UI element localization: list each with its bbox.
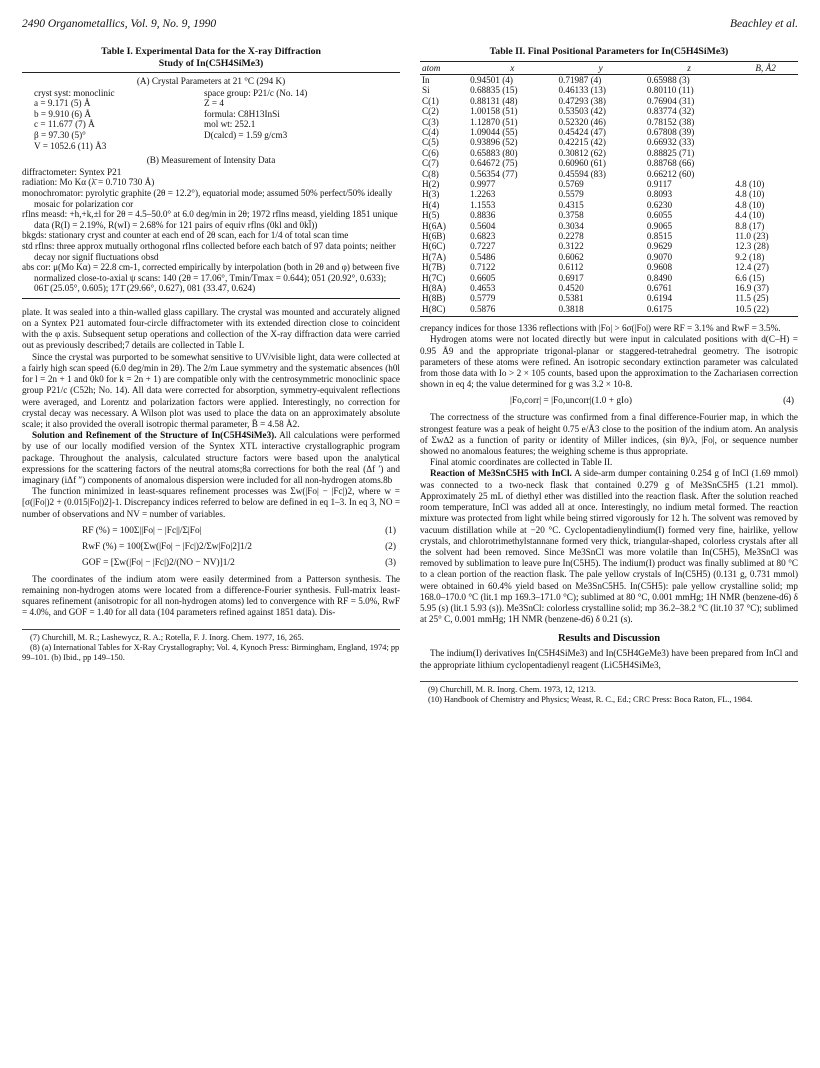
table-cell: 0.7122 bbox=[470, 262, 496, 273]
measurement-item: monochromator: pyrolytic graphite (2θ = 12.2°), equatorial mode; assumed 50% perfect/50% ideally mosaic for polarization cor bbox=[22, 187, 393, 209]
table-cell: 0.8836 bbox=[470, 210, 496, 221]
table-cell: 0.6062 bbox=[558, 251, 584, 262]
table-row bbox=[420, 158, 798, 168]
table1-caption: Table I. Experimental Data for the X-ray Diffraction Study of In(C5H4SiMe3) bbox=[101, 46, 321, 69]
table-cell: 0.6230 bbox=[646, 199, 673, 210]
table-cell: 1.1553 bbox=[470, 199, 496, 210]
table-row bbox=[420, 148, 798, 158]
table-cell: 0.88768 (66) bbox=[646, 158, 695, 169]
running-header bbox=[22, 18, 798, 38]
table-cell: C(4) bbox=[422, 126, 439, 137]
table-row bbox=[420, 210, 798, 220]
crystal-parameter: mol wt: 252.1 bbox=[204, 119, 256, 130]
section-heading: Solution and Refinement of the Structure of In(C5H4SiMe3). bbox=[32, 430, 277, 441]
table-cell: 0.30812 (62) bbox=[558, 147, 606, 158]
table-cell: 0.2278 bbox=[558, 231, 584, 241]
crystal-parameters bbox=[22, 88, 400, 152]
table-cell: 12.3 (28) bbox=[735, 241, 769, 252]
table-cell: 0.4315 bbox=[558, 199, 584, 210]
table-row bbox=[420, 106, 798, 116]
table-cell: 0.93896 (52) bbox=[470, 137, 518, 148]
table-cell: 0.3034 bbox=[558, 220, 584, 231]
table-cell: 0.3818 bbox=[556, 304, 644, 317]
table-cell: H(7B) bbox=[422, 262, 446, 273]
paragraph: The function minimized in least-squares refinement processes was Σw(|Fo| − |Fc|)2, where w = [σ(|Fo|)2 + (0.015|Fo|)2]-1. Discrepancy indices referred to below are defined in eq 1–3. In eq 3, NO = number of observations and NV = number of variables. bbox=[22, 486, 400, 519]
table-cell: 0.5486 bbox=[470, 251, 496, 262]
table-cell: 0.9608 bbox=[646, 262, 673, 273]
table-row bbox=[420, 189, 798, 199]
table-cell: 0.94501 (4) bbox=[470, 74, 513, 85]
table-cell: 0.65883 (80) bbox=[470, 147, 518, 158]
table-cell: 1.09044 (55) bbox=[470, 126, 518, 137]
table-row bbox=[420, 283, 798, 293]
table-cell: C(7) bbox=[422, 158, 439, 169]
table-cell: 0.46133 (13) bbox=[558, 85, 606, 96]
table-row bbox=[420, 200, 798, 210]
table-cell: 0.60960 (61) bbox=[558, 158, 606, 169]
table-cell: 0.8515 bbox=[646, 231, 673, 241]
table-cell: 0.80110 (11) bbox=[646, 85, 694, 96]
column-header: atom bbox=[420, 61, 468, 74]
table-cell bbox=[733, 74, 798, 85]
table-cell: 0.6194 bbox=[646, 293, 673, 304]
table-row bbox=[420, 293, 798, 303]
left-column bbox=[22, 44, 400, 705]
table-cell: 0.83774 (32) bbox=[646, 106, 695, 117]
paragraph: The correctness of the structure was confirmed from a final difference-Fourier map, in which the strongest feature was a peak of height 0.75 e/Å3 close to the position of the indium atom. An analysis of Σw∆2 as a function of parity or identity of Miller indices, (sin θ)/λ, |Fo|, or sequence number showed no anomalous features; the weighing scheme is thus appropriate. bbox=[420, 412, 798, 457]
table-cell bbox=[733, 85, 798, 95]
table-cell: 8.8 (17) bbox=[735, 220, 765, 231]
table-cell: 4.8 (10) bbox=[735, 189, 765, 200]
section-heading: Reaction of Me3SnC5H5 with InCl. bbox=[430, 468, 572, 479]
table-cell: 0.5876 bbox=[468, 304, 556, 317]
footnotes-left: (7) Churchill, M. R.; Lashewycz, R. A.; Rotella, F. J. Inorg. Chem. 1977, 16, 265. (8) (a) International Tables for X-Ray Crystallography; Vol. 4, Kynoch Press: Birmingham, England, 1974; pp 99–101. (b) Ibid., pp 149–150. bbox=[22, 629, 400, 663]
paragraph: Since the crystal was purported to be somewhat sensitive to UV/visible light, data were collected at a fairly high scan speed (6.0 deg/min in 2θ). The 2/m Laue symmetry and the systematic absences (h0l for l = 2n + 1 and 0k0 for k = 2n + 1) are compatible only with the centrosymmetric monoclinic space group P21/c (C52h; No. 14). All data were corrected for absorption, symmetry-equivalent reflections were averaged, and Lorentz and polarization factors were applied. Interestingly, no correction for crystal decay was necessary. A Wilson plot was used to place the data on an approximately absolute scale; it also provided the overall isotropic thermal parameter, B̄ = 4.58 Å2. bbox=[22, 351, 400, 429]
table-cell bbox=[733, 96, 798, 106]
table-row bbox=[420, 221, 798, 231]
table-cell: 10.5 (22) bbox=[733, 304, 798, 317]
measurement-item: abs cor: μ(Mo Kα) = 22.8 cm-1, corrected empirically by interpolation (both in 2θ and φ) between five normalized close-to-axial ψ scans: 140 (2θ = 17.06°, Tmin/Tmax = 0.644); 051 (20.92°, 0.633); 061̄ (25.05°, 0.605); 171̄ (29.66°, 0.627), 081 (33.47, 0.624) bbox=[22, 262, 400, 294]
table-row bbox=[420, 85, 798, 95]
crystal-parameter: space group: P21/c (No. 14) bbox=[204, 87, 308, 98]
paragraph: crepancy indices for those 1336 reflections with |Fo| > 6σ(|Fo|) were RF = 3.1% and RwF = 3.5%. bbox=[420, 323, 781, 334]
table-cell: 0.5579 bbox=[558, 189, 584, 200]
table-cell: 0.45594 (83) bbox=[558, 168, 606, 179]
measurement-item: std rflns: three approx mutually orthogonal rflns collected before each batch of 97 data points; neither decay nor signif fluctuations obsd bbox=[22, 240, 396, 262]
table-row bbox=[420, 273, 798, 283]
table-cell: 0.3758 bbox=[558, 210, 584, 221]
table-cell bbox=[733, 158, 798, 168]
table-cell: 0.9065 bbox=[646, 220, 673, 231]
table-cell: 0.6761 bbox=[646, 283, 673, 294]
table-cell: C(3) bbox=[422, 116, 439, 127]
table-cell: 0.67808 (39) bbox=[646, 126, 695, 137]
table-cell bbox=[733, 148, 798, 158]
table1-section-b: (B) Measurement of Intensity Data bbox=[146, 155, 276, 166]
table-cell: 12.4 (27) bbox=[735, 262, 769, 273]
table-cell: 0.6917 bbox=[558, 272, 584, 283]
equation-3: GOF = [Σw(|Fo| − |Fc|)2/(NO − NV)]1/2 (3) bbox=[82, 557, 396, 568]
table-cell: 0.53503 (42) bbox=[558, 106, 606, 117]
table-cell: 4.8 (10) bbox=[735, 178, 765, 189]
table-cell: 0.66212 (60) bbox=[646, 168, 695, 179]
table-cell: 6.6 (15) bbox=[735, 272, 765, 283]
table-cell: 0.8093 bbox=[646, 189, 673, 200]
table-cell: H(6C) bbox=[422, 241, 446, 252]
table2-caption: Table II. Final Positional Parameters for In(C5H4SiMe3) bbox=[489, 46, 729, 57]
solution-paragraph: Solution and Refinement of the Structure of In(C5H4SiMe3). All calculations were performed by use of our locally modified version of the Syntex XTL interactive crystallographic program package. Throughout the analysis, calculated structure factors were based upon the analytical expressions for the scattering factors of the neutral atoms;8a corrections for both the real (Δf ′) and imaginary (iΔf ″) components of anomalous dispersion were included for all non-hydrogen atoms.8b bbox=[22, 430, 400, 485]
table-cell: 0.5604 bbox=[470, 220, 496, 231]
table-cell: In bbox=[422, 74, 430, 85]
crystal-parameter: a = 9.171 (5) Å bbox=[34, 98, 91, 109]
table-cell: 0.7227 bbox=[470, 241, 496, 252]
paragraph: plate. It was sealed into a thin-walled glass capillary. The crystal was mounted and accurately aligned on a Syntex P21 automated four-circle diffractometer with its extended direction close to coincident with the φ axis. Subsequent setup operations and collection of the X-ray diffraction data were carried out as previously described;7 details are collected in Table I. bbox=[22, 306, 400, 351]
table-row bbox=[420, 231, 798, 241]
measurement-item: bkgds: stationary cryst and counter at each end of 2θ scan, each for 1/4 of total scan time bbox=[22, 230, 349, 241]
table-cell: H(2) bbox=[422, 178, 440, 189]
page-journal-line: 2490 Organometallics, Vol. 9, No. 9, 1990 bbox=[22, 18, 217, 30]
table-cell: 0.5779 bbox=[470, 293, 496, 304]
table-cell: 0.3122 bbox=[558, 241, 584, 252]
results-paragraph: The indium(I) derivatives In(C5H4SiMe3) and In(C5H4GeMe3) have been prepared from InCl and the appropriate lithium cyclopentadienyl reagent (LiC5H4SiMe3, bbox=[420, 648, 798, 670]
table-cell bbox=[733, 169, 798, 179]
table-cell: 0.71987 (4) bbox=[558, 74, 602, 85]
table1 bbox=[22, 72, 400, 299]
measurement-item: diffractometer: Syntex P21 bbox=[22, 166, 122, 177]
column-header: y bbox=[556, 61, 644, 74]
crystal-parameter: Z = 4 bbox=[204, 98, 224, 109]
table-cell: 0.78152 (38) bbox=[646, 116, 695, 127]
table-cell: H(7C) bbox=[422, 272, 446, 283]
paragraph: Hydrogen atoms were not located directly but were input in calculated positions with d(C–H) = 0.95 Å9 and the appropriate trigonal-planar or staggered-tetrahedral geometry. The isotropic parameters of these atoms were refined. An isotropic secondary extinction parameter was calculated from those data with Io > 2 × 105 counts, based upon the approximation to the Zachariasen correction shown in eq 4; the value determined for g was 3.2 × 10-8. bbox=[420, 334, 798, 390]
table-cell: 0.88131 (48) bbox=[470, 95, 518, 106]
column-header: B, Å2 bbox=[733, 61, 798, 74]
paragraph: Final atomic coordinates are collected in Table II. bbox=[430, 457, 613, 468]
table-cell: H(6B) bbox=[422, 231, 446, 241]
table2 bbox=[420, 61, 798, 318]
table-cell: 0.56354 (77) bbox=[470, 168, 518, 179]
table-cell: 4.8 (10) bbox=[735, 199, 765, 210]
table-cell bbox=[733, 117, 798, 127]
crystal-parameter: cryst syst: monoclinic bbox=[34, 87, 115, 98]
reaction-paragraph: Reaction of Me3SnC5H5 with InCl. A side-arm dumper containing 0.254 g of InCl (1.69 mmol) was connected to a two-neck flask that contained 0.279 g of Me3SnC5H5 (1.21 mmol). Approximately 25 mL of diethyl ether was distilled into the reaction flask. After the solution reached room temperature, InCl was added all at once. Interestingly, no indium metal formed. The reaction mixture was protected from light while being stirred vigorously for 12 h. The solvent was removed by vacuum distillation while at −20 °C. Cyclopentadienylindium(I) formed very fine, hairlike, yellow crystals, and chlorotrimethylstannane formed very thick, triangular-shaped, colorless crystals after all the solvent had been removed. Since Me3SnCl was more volatile than In(C5H5), Me3SnCl was removed by sublimation to leave pure In(C5H5). The indium(I) product was finally sublimed at 80 °C to a clean portion of the reaction flask. The pale yellow crystals of In(C5H5) (0.131 g, 0.731 mmol) were obtained in 60.4% yield based on Me3SnC5H5. In(C5H5): pale yellow crystalline solid; mp 168.0–170.0 °C (lit.1 mp 169.3–171.0 °C); sublimed at 80 °C, 0.001 mmHg; 1H NMR (benzene-d6) δ 5.95 (s) (lit.1 5.93 (s)). Me3SnCl: colorless crystalline solid; mp 36.2–38.2 °C (lit.10 37 °C); sublimed at 25° C, 0.001 mmHg; 1H NMR (benzene-d6) δ 0.21 (s). bbox=[420, 468, 798, 625]
table-cell: 0.66932 (33) bbox=[646, 137, 695, 148]
table-cell: 1.00158 (51) bbox=[470, 106, 518, 117]
equation-2: RwF (%) = 100[Σw(|Fo| − |Fc|)2/Σw|Fo|2]1/2 (2) bbox=[82, 541, 396, 552]
table-cell: 0.76904 (31) bbox=[646, 95, 695, 106]
table-cell: 16.9 (37) bbox=[735, 283, 769, 294]
table-cell: Si bbox=[422, 85, 430, 96]
authors-line: Beachley et al. bbox=[729, 18, 798, 30]
table-cell bbox=[733, 127, 798, 137]
table-cell: 0.88825 (71) bbox=[646, 147, 695, 158]
table-cell bbox=[733, 137, 798, 147]
measurement-list bbox=[22, 167, 400, 294]
table-cell: H(3) bbox=[422, 189, 440, 200]
table-cell: 0.6055 bbox=[646, 210, 673, 221]
right-column bbox=[420, 44, 798, 705]
crystal-parameter: β = 97.30 (5)° bbox=[34, 129, 86, 140]
footnotes-right: (9) Churchill, M. R. Inorg. Chem. 1973, 12, 1213. (10) Handbook of Chemistry and Physics; Weast, R. C., Ed.; CRC Press: Boca Raton, FL., 1984. bbox=[420, 681, 798, 705]
table-cell: 0.65988 (3) bbox=[646, 74, 690, 85]
crystal-parameter: c = 11.677 (7) Å bbox=[34, 119, 95, 130]
table-cell: 0.6823 bbox=[470, 231, 496, 241]
table-cell: 4.4 (10) bbox=[735, 210, 765, 221]
table-cell: C(1) bbox=[422, 95, 439, 106]
table-row bbox=[420, 262, 798, 272]
table-row bbox=[420, 241, 798, 251]
table-cell: 0.64672 (75) bbox=[470, 158, 518, 169]
table-cell: 0.6605 bbox=[470, 272, 496, 283]
table-cell: 0.5381 bbox=[558, 293, 584, 304]
table-cell: 0.8490 bbox=[646, 272, 673, 283]
crystal-parameter: D(calcd) = 1.59 g/cm3 bbox=[204, 129, 288, 140]
table-cell: H(8B) bbox=[422, 293, 446, 304]
table-cell: 0.42215 (42) bbox=[558, 137, 606, 148]
crystal-parameter: b = 9.910 (6) Å bbox=[34, 108, 91, 119]
crystal-parameter: formula: C8H13InSi bbox=[204, 108, 280, 119]
table-cell: 11.5 (25) bbox=[735, 293, 769, 304]
table-row bbox=[420, 117, 798, 127]
table-cell: H(6A) bbox=[422, 220, 446, 231]
table-row bbox=[420, 252, 798, 262]
table-cell: H(5) bbox=[422, 210, 440, 221]
table-cell: 0.9117 bbox=[646, 178, 672, 189]
table-cell: C(8) bbox=[422, 168, 439, 179]
paragraph: The coordinates of the indium atom were easily determined from a Patterson synthesis. The remaining non-hydrogen atoms were located from a difference-Fourier synthesis. Full-matrix least-squares refinement (anisotropic for all non-hydrogen atoms) led to convergence with RF = 5.0%, RwF = 4.0%, and GOF = 1.40 for all data (104 parameters refined against 1851 data). Dis- bbox=[22, 573, 400, 618]
table-cell: 0.6175 bbox=[645, 304, 733, 317]
table-cell: 0.47293 (38) bbox=[558, 95, 606, 106]
table-cell: C(5) bbox=[422, 137, 439, 148]
table-cell: 0.4520 bbox=[558, 283, 584, 294]
table-cell: H(8A) bbox=[422, 283, 446, 294]
table-cell: 0.45424 (47) bbox=[558, 126, 606, 137]
table-row bbox=[420, 179, 798, 189]
table-row bbox=[420, 96, 798, 106]
table-cell: 0.5769 bbox=[558, 178, 584, 189]
table-cell: 0.68835 (15) bbox=[470, 85, 518, 96]
crystal-parameter: V = 1052.6 (11) Å3 bbox=[34, 140, 107, 151]
table-cell: H(8C) bbox=[420, 304, 468, 317]
equation-4: |Fo,corr| = |Fo,uncorr|(1.0 + gIo) (4) bbox=[510, 396, 794, 407]
table-cell bbox=[733, 106, 798, 116]
table-cell: 9.2 (18) bbox=[735, 251, 765, 262]
table-cell: 0.6112 bbox=[558, 262, 584, 273]
table-cell: 0.4653 bbox=[470, 283, 496, 294]
table-row bbox=[420, 127, 798, 137]
equation-1: RF (%) = 100Σ||Fo| − |Fc||/Σ|Fo| (1) bbox=[82, 525, 396, 536]
table1-section-a: (A) Crystal Parameters at 21 °C (294 K) bbox=[136, 76, 286, 86]
table-row bbox=[420, 74, 798, 85]
crystal-parameter bbox=[204, 141, 404, 152]
table-cell: 0.9629 bbox=[646, 241, 673, 252]
table-cell: H(4) bbox=[422, 199, 440, 210]
table-cell: 0.52320 (46) bbox=[558, 116, 606, 127]
table-cell: 11.0 (23) bbox=[735, 231, 769, 241]
measurement-item: rflns measd: +h,+k,±l for 2θ = 4.5–50.0° at 6.0 deg/min in 2θ; 1972 rflns measd, yielding 1851 unique data (R(I) = 2.19%, R(wI) = 2.68% for 121 pairs of equiv rflns (0kl and 0kl̄)) bbox=[22, 209, 398, 230]
table-cell: C(6) bbox=[422, 147, 439, 158]
table-cell: 0.9070 bbox=[646, 251, 673, 262]
table-cell: 1.12870 (51) bbox=[470, 116, 518, 127]
table-cell: 0.9977 bbox=[470, 178, 496, 189]
measurement-item: radiation: Mo Kα (λ̄ = 0.710 730 Å) bbox=[22, 177, 155, 188]
column-header: z bbox=[645, 61, 733, 74]
table-cell: H(7A) bbox=[422, 251, 446, 262]
column-header: x bbox=[468, 61, 556, 74]
table-cell: 1.2263 bbox=[470, 189, 496, 200]
table-row bbox=[420, 304, 798, 317]
results-heading: Results and Discussion bbox=[557, 633, 661, 645]
table-cell: C(2) bbox=[422, 106, 439, 117]
table-row bbox=[420, 137, 798, 147]
table-row bbox=[420, 169, 798, 179]
